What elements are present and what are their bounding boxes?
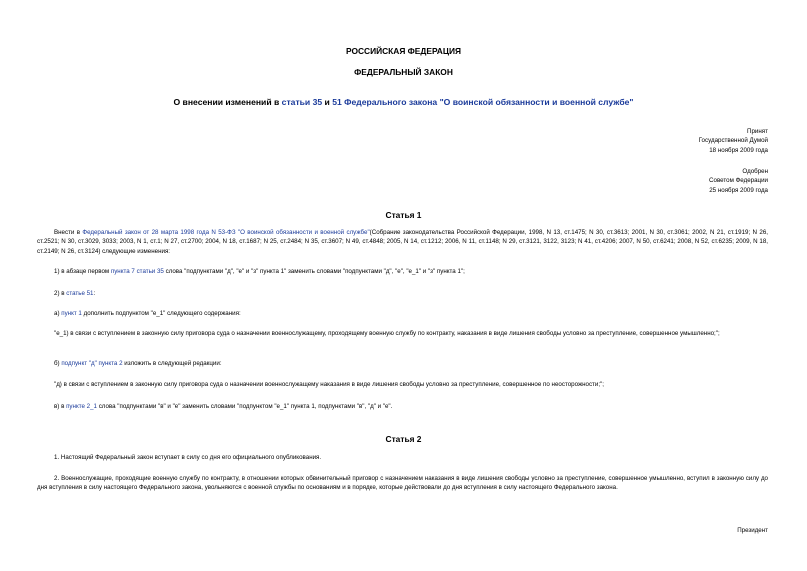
accepted-line: Принят xyxy=(747,128,768,135)
item-2a-pre: а) xyxy=(54,310,62,317)
item-1-pre: 1) в абзаце первом xyxy=(54,268,111,275)
item-2-pre: 2) в xyxy=(54,290,67,297)
item-2c xyxy=(54,403,392,410)
link-article-51[interactable]: статье 51 xyxy=(66,290,94,297)
law-title-prefix: О внесении изменений в xyxy=(173,97,282,107)
approved-line: 25 ноября 2009 года xyxy=(709,186,768,194)
article-1-intro xyxy=(37,228,768,256)
article-1-heading: Статья 1 xyxy=(385,210,422,220)
link-subitem-d-item-2[interactable]: подпункт "д" пункта 2 xyxy=(61,360,123,367)
article-2-p1: 1. Настоящий Федеральный закон вступает в силу со дня его официального опубликования. xyxy=(54,454,322,461)
signature: Президент xyxy=(737,527,768,534)
item-1-post: слова "подпунктами "д", "е" и "з" пункта 1" заменить словами "подпунктами "д", "е", "е_1" и "з" пункта 1"; xyxy=(163,268,465,275)
link-article-51-law[interactable]: 51 Федерального закона "О воинской обязанности и военной службе" xyxy=(332,97,634,107)
article-2-p2: 2. Военнослужащие, проходящие военную службу по контракту, в отношении которых обвинительный приговор с назначением наказания в виде лишения свободы условно за преступление, совершенное умышленно, вступил в законную силу до дня вступления в силу настоящего Федерального закона, увольняются с военной службы по основаниям и в порядке, которые действовали до дня вступления в силу настоящего Федерального закона. xyxy=(37,475,768,492)
link-federal-law-53[interactable]: Федеральный закон от 28 марта 1998 года N 53-ФЗ "О воинской обязанности и военной службе" xyxy=(82,229,370,236)
law-title-and: и xyxy=(322,97,333,107)
link-article-35[interactable]: статьи 35 xyxy=(281,97,323,107)
article-2-heading: Статья 2 xyxy=(385,434,422,444)
link-item-1[interactable]: пункт 1 xyxy=(61,310,82,317)
accepted-line: 18 ноября 2009 года xyxy=(709,146,768,154)
item-2a-post: дополнить подпунктом "е_1" следующего содержания: xyxy=(81,310,241,317)
item-1 xyxy=(54,268,465,275)
item-2b xyxy=(54,360,222,367)
approved-line: Одобрен xyxy=(742,168,768,175)
item-2-post: : xyxy=(93,290,96,297)
law-type-heading: ФЕДЕРАЛЬНЫЙ ЗАКОН xyxy=(354,67,453,77)
item-2b-pre: б) xyxy=(54,360,62,367)
accepted-block xyxy=(699,127,768,155)
link-item-2-1[interactable]: пункте 2_1 xyxy=(66,403,97,410)
intro-post: (Собрание законодательства Российской Федерации, 1998, N 13, ст.1475; N 30, ст.3613; 2001, N 30, ст.3061; 2002, N 21, ст.1919; N 26, ст.2521; N 30, ст.3029, 3033; 2003, N 1, ст.1; N 27, ст.2700; 2004, N 18, ст.1687; N 25, ст.2484; N 35, ст.3607; N 49, ст.4848; 2005, N 14, ст.1212; 2006, N 11, ст.1148; N 29, ст.3121, 3122, 3123; N 41, ст.4206; 2007, N 50, ст.6241; 2008, N 52, ст.6235; 2009, N 18, ст.2149; N 26, ст.3124) следующие изменения: xyxy=(37,229,768,255)
link-item-7-article-35[interactable]: пункта 7 статьи 35 xyxy=(110,268,164,275)
intro-pre: Внести в xyxy=(54,229,83,236)
accepted-line: Государственной Думой xyxy=(698,137,768,145)
law-title xyxy=(0,97,807,107)
item-2a xyxy=(54,310,241,317)
approved-block xyxy=(709,167,768,195)
item-2b-quote: "д) в связи с вступлением в законную силу приговора суда о назначении военнослужащему наказания в виде лишения свободы условно за преступление, совершенное по неосторожности;"; xyxy=(54,381,604,388)
item-2a-quote: "е_1) в связи с вступлением в законную силу приговора суда о назначении военнослужащему, проходящему военную службу по контракту, наказания в виде лишения свободы условно за преступление, совершенное умышленно;"; xyxy=(54,330,720,337)
item-2 xyxy=(54,290,95,297)
item-2c-pre: в) в xyxy=(54,403,67,410)
item-2b-post: изложить в следующей редакции: xyxy=(122,360,222,367)
item-2c-post: слова "подпунктами "в" и "е" заменить словами "подпунктом "е_1" пункта 1, подпунктами "в", "д" и "е". xyxy=(96,403,393,410)
country-heading: РОССИЙСКАЯ ФЕДЕРАЦИЯ xyxy=(345,46,462,56)
approved-line: Советом Федерации xyxy=(709,177,768,185)
